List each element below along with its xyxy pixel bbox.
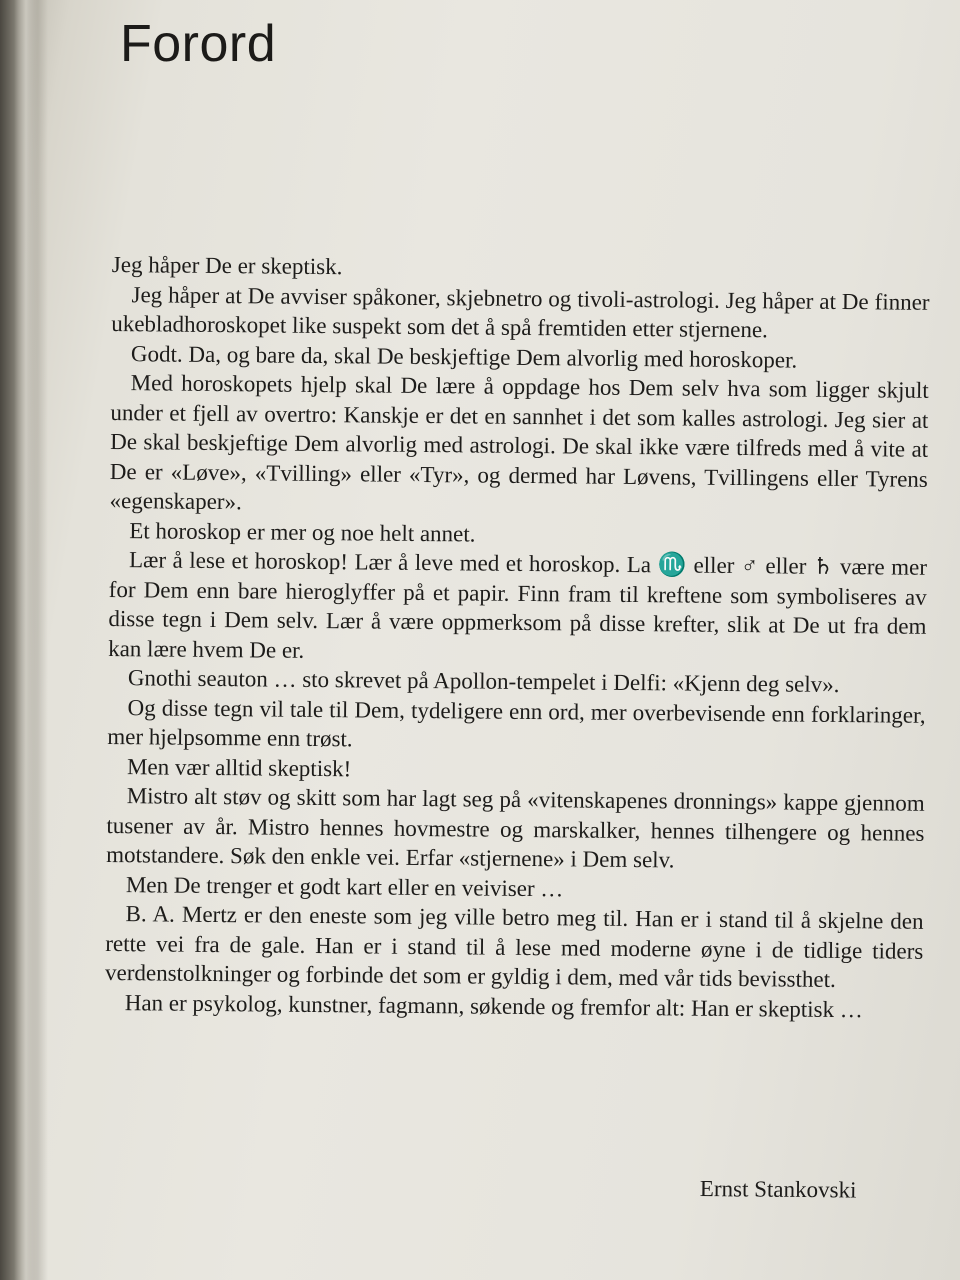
paragraph-8: Og disse tegn vil tale til Dem, tydeligere enn ord, mer overbevisende enn forklaringer, mer hjelpsomme enn trøst. — [107, 694, 926, 752]
paragraph-3: Godt. Da, og bare da, skal De beskjeftige Dem alvorlig med horoskoper. — [130, 340, 798, 373]
paragraph-13: Han er psykolog, kunstner, fagmann, søkende og fremfor alt: Han er skeptisk … — [124, 989, 863, 1022]
paragraph-9: Men vær alltid skeptisk! — [126, 753, 352, 781]
paragraph-6: Lær å lese et horoskop! Lær å leve med et horoskop. La ♏ eller ♂ eller ♄ være mer for Dem enn bare hieroglyffer på et papir. Finn fram til kreftene som symboliseres av disse tegn i Dem selv. Lær å være oppmerksom på disse krefter, slik at De ut fra dem kan lære hvem De er. — [108, 547, 928, 663]
paragraph-7: Gnothi seauton … sto skrevet på Apollon-tempelet i Delfi: «Kjenn deg selv». — [127, 665, 840, 698]
paragraph-4: Med horoskopets hjelp skal De lære å oppdage hos Dem selv hva som ligger skjult under et fjell av overtro: Kanskje er det en sannhet i det som kalles astrologi. Jeg sier at De skal beskjeftige Dem alvorlig med astrologi. De skal ikke være tilfreds med å vite at De er «Løve», «Tvilling» eller «Tyr», og dermed har Løvens, Tvillingens eller Tyrens «egenskaper». — [109, 370, 929, 515]
paragraph-1: Jeg håper De er skeptisk. — [111, 251, 343, 280]
author-signature: Ernst Stankovski — [699, 1176, 857, 1203]
paragraph-5: Et horoskop er mer og noe helt annet. — [129, 517, 476, 547]
paragraph-11: Men De trenger et godt kart eller en veiviser … — [125, 871, 564, 901]
chapter-title: Forord — [120, 15, 277, 73]
foreword-body — [105, 250, 930, 1025]
page-edge-highlight — [14, 0, 38, 1280]
paragraph-12: B. A. Mertz er den eneste som jeg ville betro meg til. Han er i stand til å skjelne den rette vei fra de gale. Han er i stand til å lese med moderne øyne i de tidlige tiders verdenstolkninger og forbinde det som er gyldig i dem, med vår tids bevissthet. — [104, 901, 924, 992]
paragraph-10: Mistro alt støv og skitt som har lagt seg på «vitenskapenes dronnings» kappe gjennom tusener av år. Mistro hennes hovmestre og marskalker, hennes tilhengere og hennes motstandere. Søk den enkle vei. Erfar «stjernene» i Dem selv. — [106, 783, 925, 873]
paragraph-2: Jeg håper at De avviser spåkoner, skjebnetro og tivoli-astrologi. Jeg håper at De finner ukebladhoroskopet like suspekt som det å spå fremtiden etter stjernene. — [111, 281, 930, 343]
